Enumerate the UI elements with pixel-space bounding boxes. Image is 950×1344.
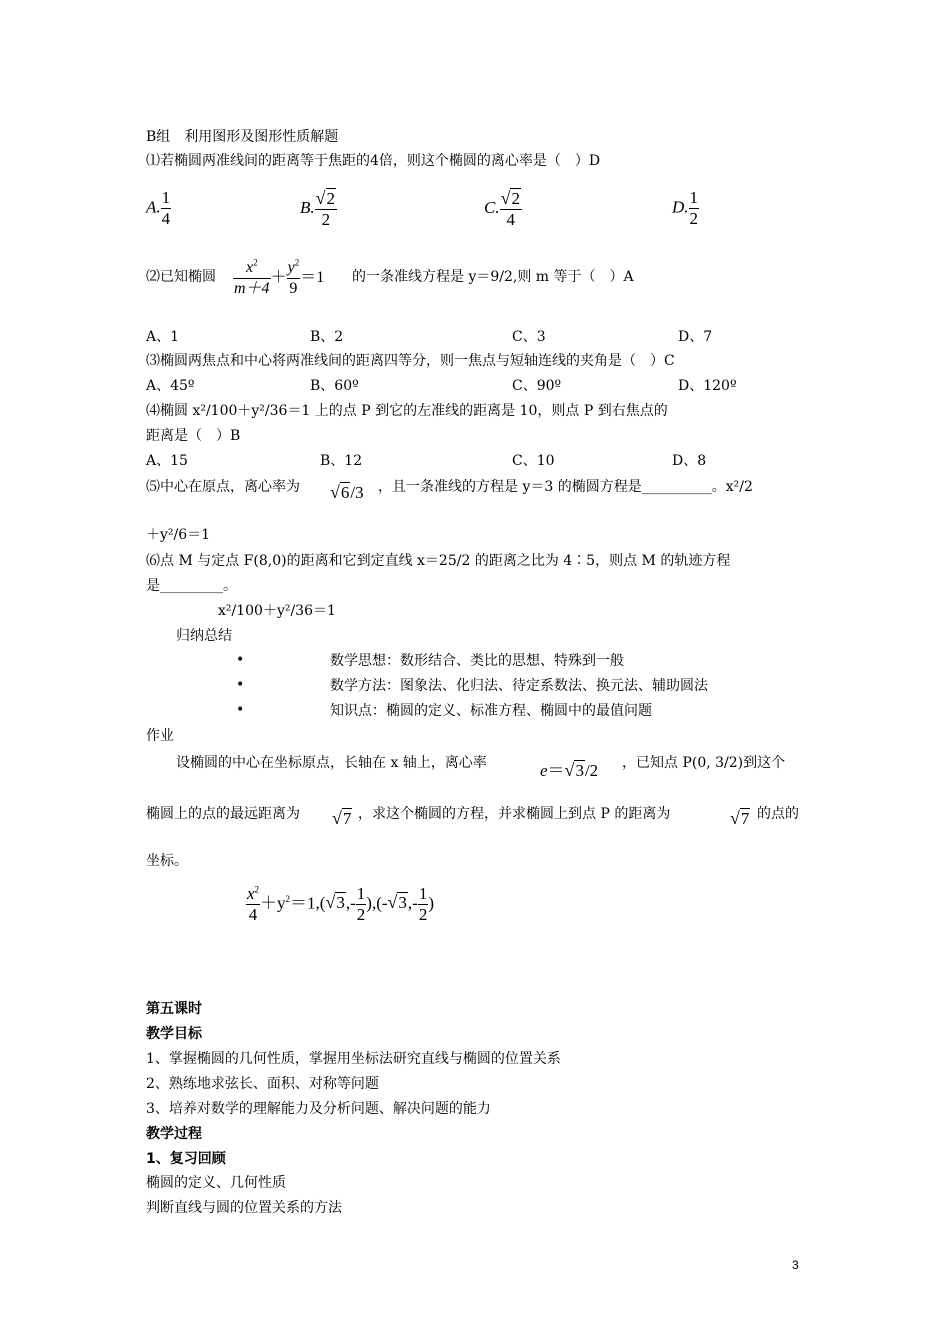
goal-item: 2、熟练地求弦长、面积、对称等问题	[146, 1076, 379, 1092]
q2-option-b: B、2	[310, 329, 344, 345]
homework-title: 作业	[146, 728, 174, 744]
review-line: 判断直线与圆的位置关系的方法	[146, 1200, 342, 1216]
homework-line1-a: 设椭圆的中心在坐标原点，长轴在 x 轴上，离心率	[176, 755, 487, 771]
q1-option-a: A. $\frac{1}{4}$	[146, 188, 171, 228]
question-5-prefix: ⑸中心在原点，离心率为	[146, 479, 300, 495]
question-6-answer: x²/100＋y²/36＝1	[218, 603, 336, 619]
homework-sqrt7: √7	[332, 808, 352, 828]
q2-ellipse-equation: $\frac{x^2}{m+4}$ ＋ $\frac{y^2}{9}$ ＝1	[234, 257, 325, 297]
question-2-prefix: ⑵已知椭圆	[146, 269, 216, 285]
homework-line2-a: 椭圆上的点的最远距离为	[146, 806, 300, 822]
q1-option-c: C. $\frac{√2}{4}$	[484, 188, 520, 229]
summary-item: 知识点：椭圆的定义、标准方程、椭圆中的最值问题	[330, 703, 652, 719]
homework-answer-formula: $\frac{x^2}{4}$ $+y^2=1,(√3,-$ $\frac{1}{2}$ ),(-√3,- $\frac{1}{2}$ )	[247, 884, 434, 924]
q4-option-d: D、8	[672, 453, 707, 469]
summary-bullet-icon: •	[236, 677, 245, 693]
homework-line1-b: ，已知点 P(0, 3/2)到这个	[622, 755, 786, 771]
goals-title: 教学目标	[146, 1026, 202, 1042]
q4-option-c: C、10	[512, 453, 555, 469]
q2-option-c: C、3	[512, 329, 546, 345]
process-title: 教学过程	[146, 1126, 202, 1142]
group-b-heading: B组 利用图形及图形性质解题	[146, 129, 339, 145]
question-2-suffix: 的一条准线方程是 y＝9/2,则 m 等于（ ）A	[352, 269, 634, 285]
summary-item: 数学方法：图象法、化归法、待定系数法、换元法、辅助圆法	[330, 678, 708, 694]
question-5-suffix: ，且一条准线的方程是 y＝3 的椭圆方程是__________。x²/2	[378, 479, 753, 495]
q1-option-d: D. $\frac{1}{2}$	[672, 188, 699, 228]
lesson5-title: 第五课时	[146, 1001, 202, 1017]
question-3-text: ⑶椭圆两焦点和中心将两准线间的距离四等分，则一焦点与短轴连线的夹角是（ ）C	[146, 353, 675, 369]
homework-line3: 坐标。	[146, 853, 188, 869]
question-5-answer: ＋y²/6＝1	[146, 527, 211, 543]
review-title: 1、复习回顾	[146, 1151, 226, 1167]
question-6-line1: ⑹点 M 与定点 F(8,0)的距离和它到定直线 x＝25/2 的距离之比为 4∶5，则点 M 的轨迹方程	[146, 553, 731, 569]
summary-item: 数学思想：数形结合、类比的思想、特殊到一般	[330, 653, 624, 669]
q5-eccentricity: √6/3	[330, 482, 364, 502]
question-1-text: ⑴若椭圆两准线间的距离等于焦距的4倍，则这个椭圆的离心率是（ ）D	[146, 153, 601, 169]
summary-bullet-icon: •	[236, 702, 245, 718]
q4-option-a: A、15	[146, 453, 188, 469]
question-4-line1: ⑷椭圆 x²/100＋y²/36＝1 上的点 P 到它的左准线的距离是 10，则点 P 到右焦点的	[146, 403, 668, 419]
homework-line2-c: 的点的	[757, 806, 799, 822]
question-4-line2: 距离是（ ）B	[146, 428, 241, 444]
q4-option-b: B、12	[320, 453, 363, 469]
question-6-line2: 是_________。	[146, 578, 237, 594]
q3-option-d: D、120º	[678, 378, 737, 394]
summary-bullet-icon: •	[236, 652, 245, 668]
q3-option-a: A、45º	[146, 378, 195, 394]
review-line: 椭圆的定义、几何性质	[146, 1175, 286, 1191]
q2-option-a: A、1	[146, 329, 180, 345]
homework-eccentricity: e＝√3/2	[540, 760, 599, 780]
q3-option-c: C、90º	[512, 378, 562, 394]
summary-title: 归纳总结	[176, 628, 232, 644]
goal-item: 1、掌握椭圆的几何性质，掌握用坐标法研究直线与椭圆的位置关系	[146, 1051, 561, 1067]
q1-option-b: B. $\frac{√2}{2}$	[300, 188, 336, 229]
goal-item: 3、培养对数学的理解能力及分析问题、解决问题的能力	[146, 1101, 491, 1117]
q2-option-d: D、7	[678, 329, 713, 345]
homework-sqrt7: √7	[730, 808, 750, 828]
homework-line2-b: ，求这个椭圆的方程，并求椭圆上到点 P 的距离为	[358, 806, 671, 822]
q3-option-b: B、60º	[310, 378, 359, 394]
page-number: 3	[792, 1258, 799, 1272]
